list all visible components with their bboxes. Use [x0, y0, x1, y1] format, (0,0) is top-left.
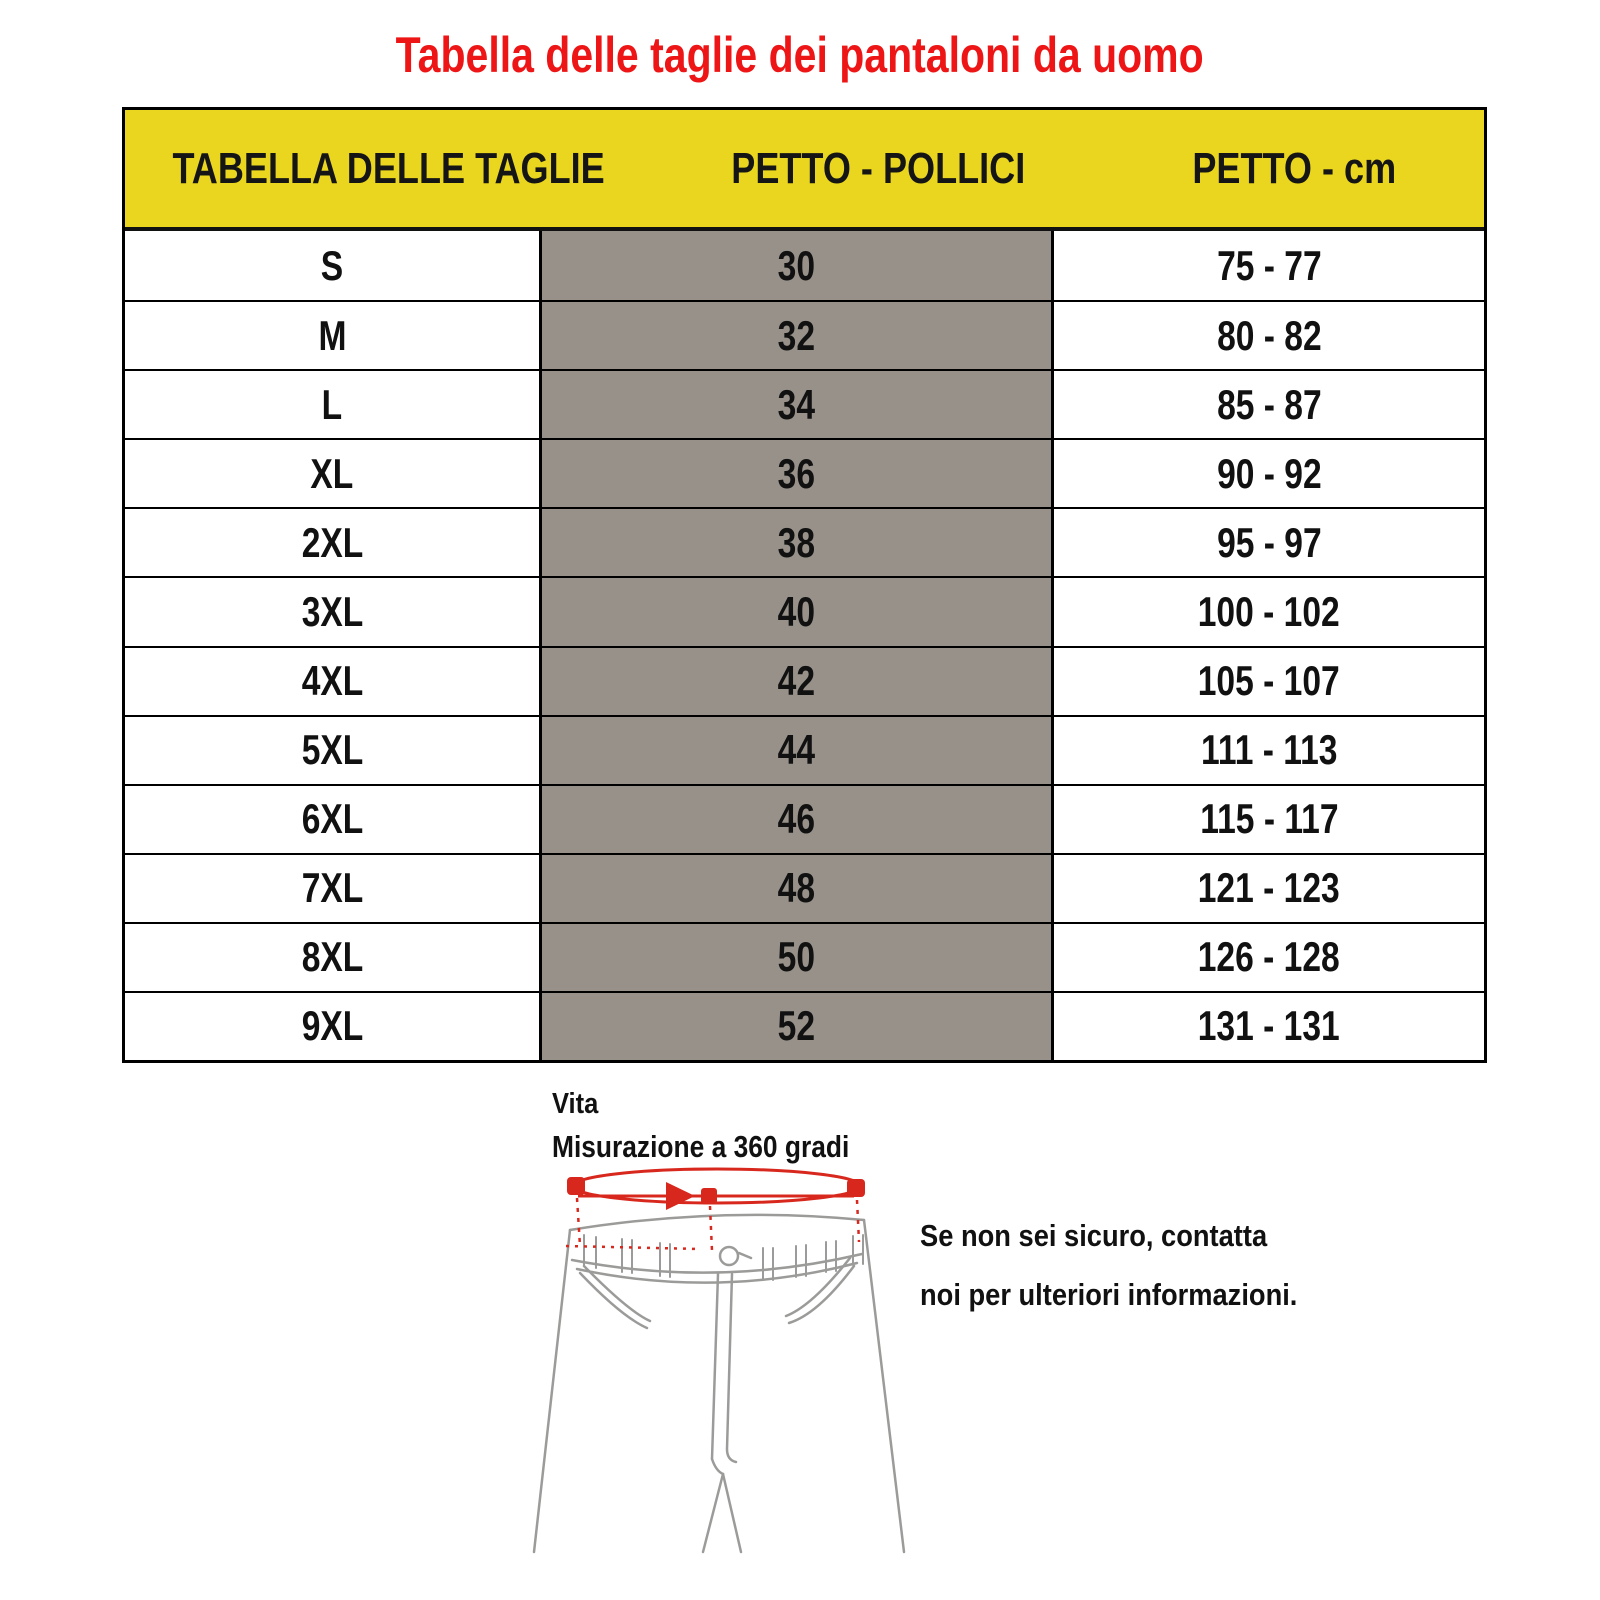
size-cell: [125, 576, 539, 645]
size-cell-text: 2XL: [301, 518, 363, 566]
inches-cell-text: 32: [777, 311, 816, 359]
inches-cell: [539, 438, 1054, 507]
size-cell: [125, 646, 539, 715]
measure-right-marker: [847, 1179, 865, 1197]
inches-cell: [539, 784, 1054, 853]
size-cell-text: 7XL: [301, 864, 363, 912]
inches-cell-text: 50: [777, 933, 816, 981]
cm-cell: [1054, 438, 1484, 507]
inches-cell-text: 38: [777, 518, 816, 566]
inches-cell: [539, 507, 1054, 576]
size-cell: [125, 507, 539, 576]
inches-cell: [539, 853, 1054, 922]
header-cell-inches: [652, 144, 1105, 194]
size-cell-text: 5XL: [301, 726, 363, 774]
inches-cell: [539, 646, 1054, 715]
cm-cell: [1054, 784, 1484, 853]
size-cell: [125, 231, 539, 300]
inches-cell: [539, 231, 1054, 300]
inches-cell: [539, 369, 1054, 438]
cm-cell: [1054, 507, 1484, 576]
cm-cell-text: 75 - 77: [1216, 241, 1322, 289]
inches-cell-text: 52: [777, 1002, 816, 1050]
size-cell: [125, 715, 539, 784]
contact-note: [920, 1218, 1349, 1336]
size-cell-text: 3XL: [301, 587, 363, 635]
inches-cell-text: 30: [777, 241, 816, 289]
inches-cell-text: 42: [777, 657, 816, 705]
cm-cell: [1054, 576, 1484, 645]
pants-waist-measurement-illustration: [520, 1156, 912, 1558]
header-label-inches: PETTO - POLLICI: [731, 143, 1026, 193]
cm-cell-text: 95 - 97: [1216, 518, 1322, 566]
page-title: [0, 26, 1600, 84]
size-table: [122, 107, 1487, 1063]
header-cell-sizes: [125, 144, 652, 194]
measure-left-marker: [567, 1177, 585, 1195]
measure-midpoint-marker: [701, 1188, 717, 1204]
cm-cell-text: 105 - 107: [1197, 657, 1340, 705]
size-cell-text: 6XL: [301, 795, 363, 843]
size-cell-text: 4XL: [301, 657, 363, 705]
size-cell: [125, 300, 539, 369]
page-title-text: Tabella delle taglie dei pantaloni da uomo: [395, 27, 1204, 83]
inches-cell-text: 48: [777, 864, 816, 912]
cm-cell-text: 100 - 102: [1197, 587, 1340, 635]
cm-cell: [1054, 991, 1484, 1060]
cm-cell-text: 121 - 123: [1197, 864, 1340, 912]
table-header-row: [125, 110, 1484, 231]
cm-cell-text: 80 - 82: [1216, 311, 1322, 359]
size-cell-text: S: [320, 241, 344, 289]
cm-cell: [1054, 715, 1484, 784]
size-cell: [125, 784, 539, 853]
inches-cell-text: 46: [777, 795, 816, 843]
button-icon: [720, 1247, 738, 1265]
size-cell-text: 9XL: [301, 1002, 363, 1050]
cm-cell: [1054, 231, 1484, 300]
contact-note-line2: noi per ulteriori informazioni.: [920, 1277, 1298, 1312]
cm-cell-text: 85 - 87: [1216, 380, 1322, 428]
cm-cell: [1054, 646, 1484, 715]
size-cell-text: 8XL: [301, 933, 363, 981]
cm-cell: [1054, 369, 1484, 438]
inches-cell-text: 40: [777, 587, 816, 635]
size-cell: [125, 991, 539, 1060]
header-label-sizes: TABELLA DELLE TAGLIE: [172, 143, 605, 193]
measure-arrowhead-icon: [666, 1182, 695, 1210]
cm-cell: [1054, 922, 1484, 991]
size-cell-text: L: [321, 380, 343, 428]
inches-cell-text: 34: [777, 380, 816, 428]
waist-measure-overlay: [566, 1169, 865, 1251]
size-cell: [125, 438, 539, 507]
measurement-label-text: Misurazione a 360 gradi: [552, 1129, 850, 1164]
size-cell: [125, 922, 539, 991]
cm-cell: [1054, 853, 1484, 922]
cm-cell-text: 126 - 128: [1197, 933, 1340, 981]
header-label-cm: PETTO - cm: [1192, 143, 1397, 193]
size-cell-text: XL: [310, 449, 354, 497]
inches-cell-text: 44: [777, 726, 816, 774]
header-cell-cm: [1105, 144, 1484, 194]
size-cell: [125, 853, 539, 922]
inches-cell: [539, 922, 1054, 991]
inches-cell: [539, 715, 1054, 784]
waist-label-text: Vita: [552, 1088, 599, 1120]
inches-cell: [539, 991, 1054, 1060]
inches-cell: [539, 576, 1054, 645]
contact-note-line1: Se non sei sicuro, contatta: [920, 1218, 1268, 1253]
table-body: [125, 231, 1484, 1060]
cm-cell-text: 131 - 131: [1197, 1002, 1340, 1050]
size-cell-text: M: [318, 311, 347, 359]
inches-cell-text: 36: [777, 449, 816, 497]
cm-cell-text: 90 - 92: [1216, 449, 1322, 497]
waist-label: [552, 1088, 605, 1121]
cm-cell-text: 111 - 113: [1200, 726, 1338, 774]
size-cell: [125, 369, 539, 438]
cm-cell: [1054, 300, 1484, 369]
pants-outline: [534, 1215, 904, 1552]
inches-cell: [539, 300, 1054, 369]
cm-cell-text: 115 - 117: [1199, 795, 1339, 843]
